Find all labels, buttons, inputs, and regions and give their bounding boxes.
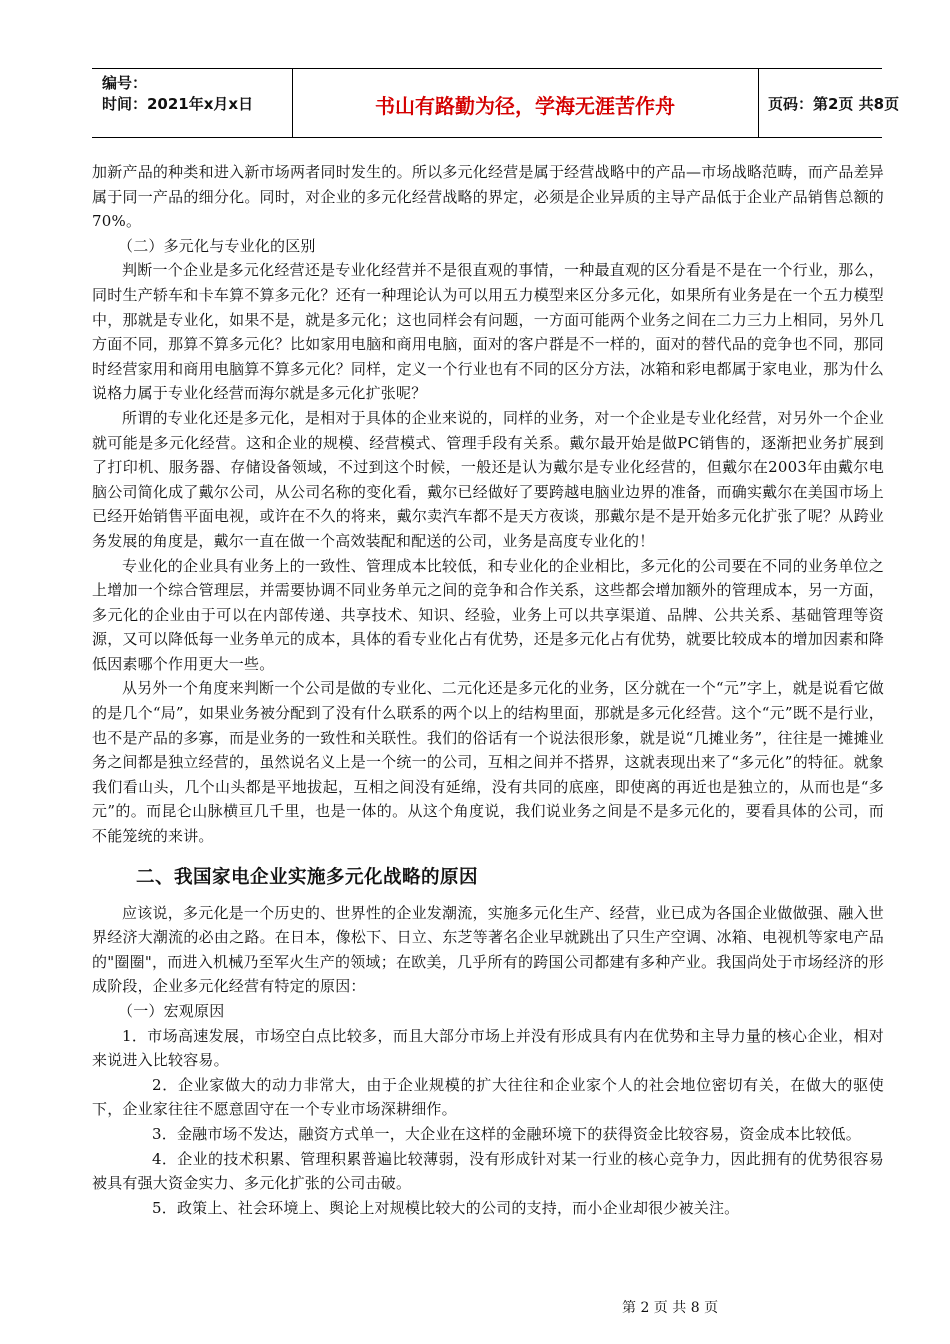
paragraph: 从另外一个角度来判断一个公司是做的专业化、二元化还是多元化的业务，区分就在一个“元”字上，就是说看它做的是几个“局”，如果业务被分配到了没有什么联系的两个以上的结构里面，那就是多元化经营。这个“元”既不是行业，也不是产品的多寡，而是业务的一致性和关联性。我们的俗话有一个说法很形象，就是说“几摊业务”，往往是一摊摊业务之间都是独立经营的，虽然说名义上是一个统一的公司，互相之间并不搭界，这就表现出来了“多元化”的特征。就象我们看山头，几个山头都是平地拔起，互相之间没有延绵，没有共同的底座，即使离的再近也是独立的，从而也是“多元”的。而昆仑山脉横亘几千里，也是一体的。从这个角度说，我们说业务之间是不是多元化的，要看具体的公司，而不能笼统的来讲。	[92, 679, 884, 846]
subsection-heading: （二）多元化与专业化的区别	[118, 236, 316, 255]
page-footer: 第 2 页 共 8 页	[622, 1300, 719, 1316]
header-motto-cell	[292, 69, 759, 137]
subsection-heading: （一）宏观原因	[118, 1002, 225, 1020]
document-number-label: 编号：	[102, 74, 148, 92]
list-item: 3．金融市场不发达，融资方式单一，大企业在这样的金融环境下的获得资金比较容易，资金成本比较低。	[152, 1124, 861, 1143]
paragraph: 应该说，多元化是一个历史的、世界性的企业发潮流，实施多元化生产、经营，业已成为各国企业做做强、融入世界经济大潮流的必由之路。在日本，像松下、日立、东芝等著名企业早就跳出了只生产空调、冰箱、电视机等家电产品的"圈圈"，而进入机械乃至军火生产的领域；在欧美，几乎所有的跨国公司都建有多种产业。我国尚处于市场经济的形成阶段，企业多元化经营有特定的原因：	[92, 903, 884, 996]
header-motto: 书山有路勤为径，学海无涯苦作舟	[375, 94, 675, 118]
list-item: 5．政策上、社会环境上、舆论上对规模比较大的公司的支持，而小企业却很少被关注。	[152, 1198, 740, 1217]
paragraph: 判断一个企业是多元化经营还是专业化经营并不是很直观的事情，一种最直观的区分看是不是在一个行业，那么，同时生产轿车和卡车算不算多元化？还有一种理论认为可以用五力模型来区分多元化，如果所有业务是在一个五力模型中，那就是专业化，如果不是，就是多元化；这也同样会有问题，一方面可能两个业务之间在二力三力上相同，另外几方面不同，那算不算多元化？比如家用电脑和商用电脑，面对的客户群是不一样的，面对的替代品的竞争也不同，那同时经营家用和商用电脑算不算多元化？同样，定义一个行业也有不同的区分方法，冰箱和彩电都属于家电业，那为什么说格力属于专业化经营而海尔就是多元化扩张呢？	[92, 261, 884, 403]
paragraph: 专业化的企业具有业务上的一致性、管理成本比较低，和专业化的企业相比，多元化的公司要在不同的业务单位之上增加一个综合管理层，并需要协调不同业务单元之间的竞争和合作关系，这些都会增加额外的管理成本，另一方面，多元化的企业由于可以在内部传递、共享技术、知识、经验，业务上可以共享渠道、品牌、公共关系、基础管理等资源，又可以降低每一业务单元的成本，具体的看专业化占有优势，还是多元化占有优势，就要比较成本的增加因素和降低因素哪个作用更大一些。	[92, 556, 884, 673]
paragraph: 所谓的专业化还是多元化，是相对于具体的企业来说的，同样的业务，对一个企业是专业化经营，对另外一个企业就可能是多元化经营。这和企业的规模、经营模式、管理手段有关系。戴尔最开始是做PC销售的，逐渐把业务扩展到了打印机、服务器、存储设备领域，不过到这个时候，一般还是认为戴尔是专业化经营的，但戴尔在2003年由戴尔电脑公司简化成了戴尔公司，从公司名称的变化看，戴尔已经做好了要跨越电脑业边界的准备，而确实戴尔在美国市场上已经开始销售平面电视，或许在不久的将来，戴尔卖汽车都不是天方夜谈，那戴尔是不是开始多元化扩张了呢？从跨业务发展的角度是，戴尔一直在做一个高效装配和配送的公司，业务是高度专业化的！	[92, 408, 884, 550]
list-item: 4．企业的技术积累、管理积累普遍比较薄弱，没有形成针对某一行业的核心竞争力，因此拥有的优势很容易被具有强大资金实力、多元化扩张的公司击破。	[92, 1149, 884, 1193]
page-header	[92, 68, 900, 138]
header-page-cell	[758, 69, 900, 137]
document-body	[92, 160, 884, 1220]
header-meta-cell	[92, 69, 293, 137]
list-item: 2．企业家做大的动力非常大，由于企业规模的扩大往往和企业家个人的社会地位密切有关，在做大的驱使下，企业家往往不愿意固守在一个专业市场深耕细作。	[92, 1075, 884, 1119]
header-page-info: 页码：第2页 共8页	[768, 95, 900, 113]
paragraph: 加新产品的种类和进入新市场两者同时发生的。所以多元化经营是属于经营战略中的产品—市场战略范畴，而产品差异属于同一产品的细分化。同时，对企业的多元化经营战略的界定，必须是企业异质的主导产品低于企业产品销售总额的70%。	[92, 163, 884, 231]
document-time-label: 时间：2021年x月x日	[102, 95, 254, 113]
section-heading: 二、我国家电企业实施多元化战略的原因	[136, 866, 479, 888]
list-item: 1．市场高速发展，市场空白点比较多，而且大部分市场上并没有形成具有内在优势和主导力量的核心企业，相对来说进入比较容易。	[92, 1026, 884, 1070]
